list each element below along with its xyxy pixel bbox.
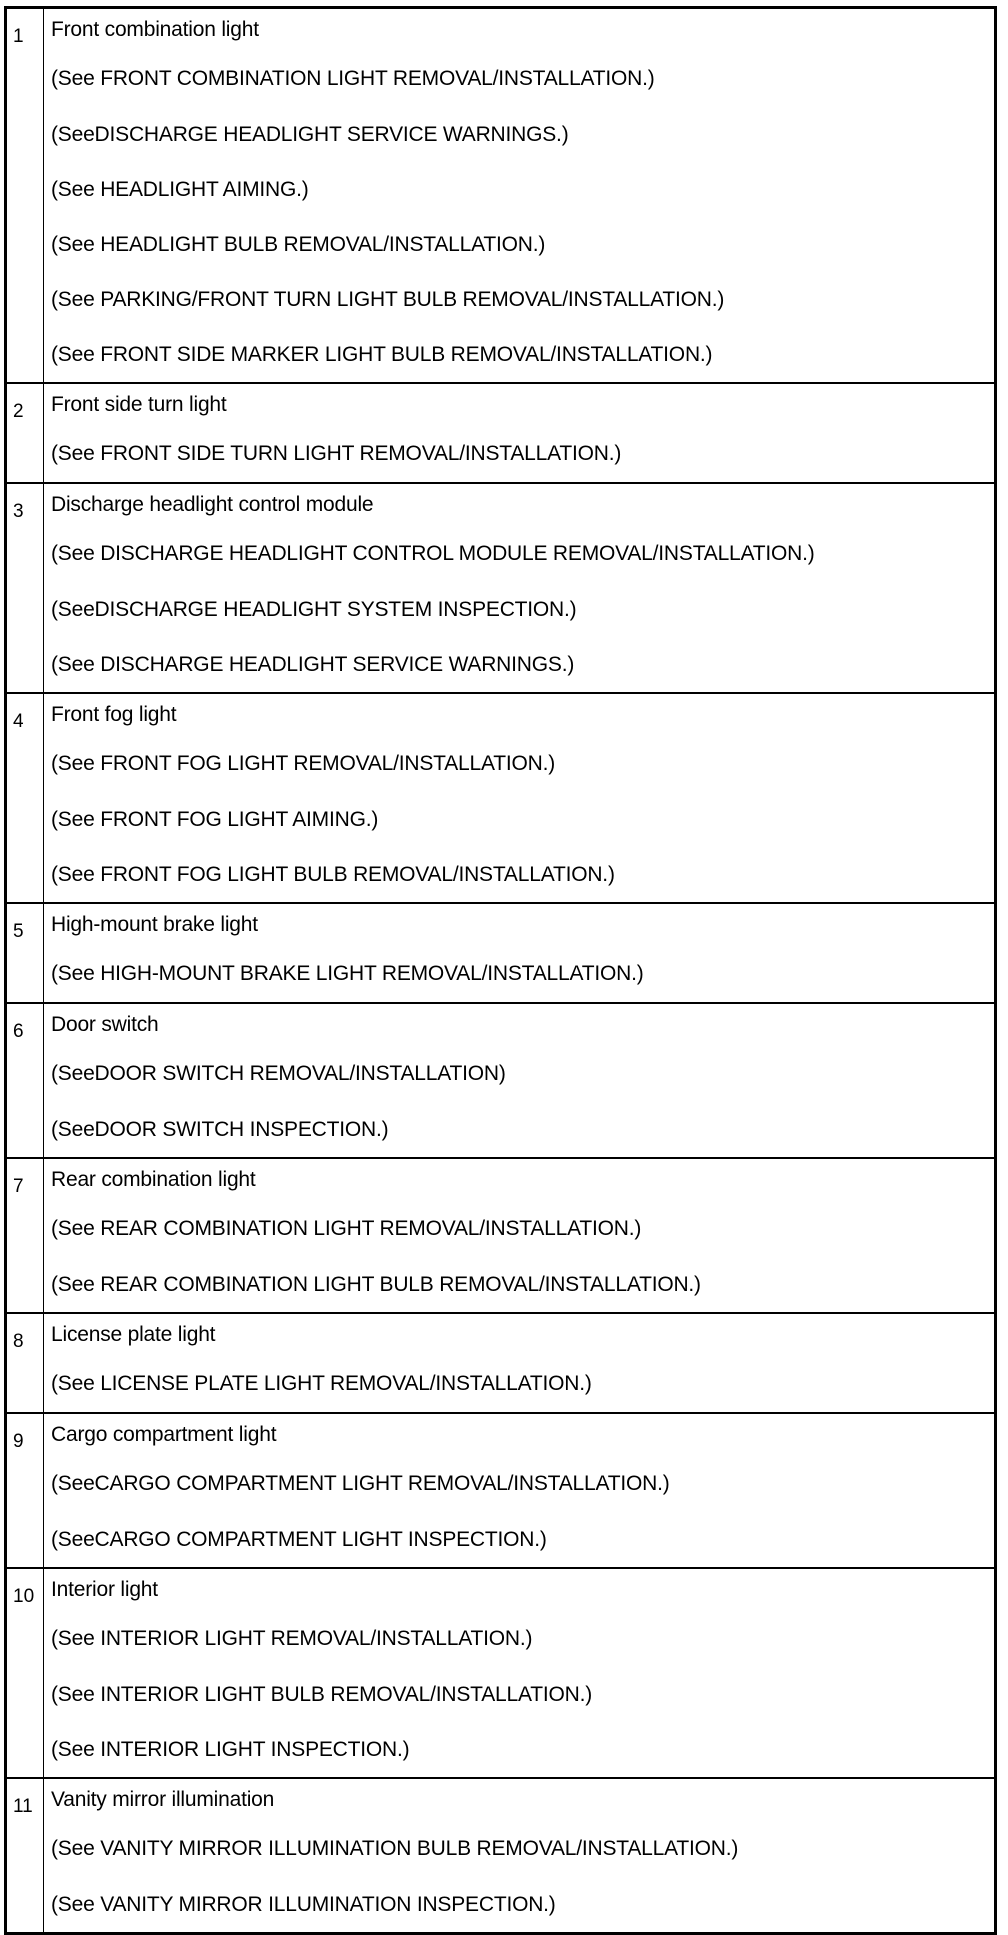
procedure-reference-link[interactable]: (See REAR COMBINATION LIGHT BULB REMOVAL/INSTALLATION.): [51, 1273, 701, 1296]
item-content: [44, 1313, 996, 1413]
item-number: 11: [6, 1778, 44, 1934]
table-row: [6, 1568, 996, 1778]
table-row: [6, 1413, 996, 1568]
procedure-reference-link[interactable]: (SeeDISCHARGE HEADLIGHT SYSTEM INSPECTION.): [51, 598, 577, 621]
item-content: [44, 8, 996, 384]
procedure-reference-link[interactable]: (See FRONT FOG LIGHT AIMING.): [51, 808, 379, 831]
procedure-reference-link[interactable]: (SeeCARGO COMPARTMENT LIGHT REMOVAL/INSTALLATION.): [51, 1472, 670, 1495]
item-content: [44, 1568, 996, 1778]
procedure-reference-link[interactable]: (See HEADLIGHT BULB REMOVAL/INSTALLATION.): [51, 233, 546, 256]
component-name: High-mount brake light: [51, 913, 258, 936]
procedure-reference-link[interactable]: (See VANITY MIRROR ILLUMINATION BULB REMOVAL/INSTALLATION.): [51, 1837, 739, 1860]
component-name: Front side turn light: [51, 393, 227, 416]
procedure-reference-link[interactable]: (See HIGH-MOUNT BRAKE LIGHT REMOVAL/INSTALLATION.): [51, 962, 644, 985]
item-content: [44, 1778, 996, 1934]
component-name: Door switch: [51, 1013, 159, 1036]
component-reference-table: [4, 6, 997, 1935]
item-number: 4: [6, 693, 44, 903]
procedure-reference-link[interactable]: (See INTERIOR LIGHT INSPECTION.): [51, 1738, 410, 1761]
item-content: [44, 903, 996, 1003]
procedure-reference-link[interactable]: (See REAR COMBINATION LIGHT REMOVAL/INSTALLATION.): [51, 1217, 642, 1240]
procedure-reference-link[interactable]: (See FRONT COMBINATION LIGHT REMOVAL/INSTALLATION.): [51, 67, 655, 90]
item-number: 5: [6, 903, 44, 1003]
procedure-reference-link[interactable]: (See FRONT SIDE TURN LIGHT REMOVAL/INSTALLATION.): [51, 442, 622, 465]
component-name: Interior light: [51, 1578, 158, 1601]
procedure-reference-link[interactable]: (See INTERIOR LIGHT BULB REMOVAL/INSTALLATION.): [51, 1683, 592, 1706]
item-number: 6: [6, 1003, 44, 1158]
component-name: Cargo compartment light: [51, 1423, 277, 1446]
table-row: [6, 903, 996, 1003]
table-row: [6, 8, 996, 384]
procedure-reference-link[interactable]: (See DISCHARGE HEADLIGHT CONTROL MODULE REMOVAL/INSTALLATION.): [51, 542, 815, 565]
procedure-reference-link[interactable]: (See INTERIOR LIGHT REMOVAL/INSTALLATION.): [51, 1627, 533, 1650]
item-content: [44, 1413, 996, 1568]
item-number: 10: [6, 1568, 44, 1778]
component-name: Front fog light: [51, 703, 177, 726]
item-number: 3: [6, 483, 44, 693]
procedure-reference-link[interactable]: (SeeDOOR SWITCH INSPECTION.): [51, 1118, 389, 1141]
procedure-reference-link[interactable]: (See FRONT FOG LIGHT REMOVAL/INSTALLATION.): [51, 752, 556, 775]
component-name: Discharge headlight control module: [51, 493, 374, 516]
table-row: [6, 1313, 996, 1413]
component-name: Front combination light: [51, 18, 259, 41]
table-body: [6, 8, 996, 1934]
item-content: [44, 383, 996, 483]
procedure-reference-link[interactable]: (SeeDISCHARGE HEADLIGHT SERVICE WARNINGS.): [51, 123, 569, 146]
item-number: 2: [6, 383, 44, 483]
procedure-reference-link[interactable]: (See PARKING/FRONT TURN LIGHT BULB REMOVAL/INSTALLATION.): [51, 288, 725, 311]
component-name: Rear combination light: [51, 1168, 256, 1191]
item-number: 8: [6, 1313, 44, 1413]
table-row: [6, 1778, 996, 1934]
procedure-reference-link[interactable]: (See FRONT SIDE MARKER LIGHT BULB REMOVAL/INSTALLATION.): [51, 343, 713, 366]
procedure-reference-link[interactable]: (See DISCHARGE HEADLIGHT SERVICE WARNINGS.): [51, 653, 575, 676]
procedure-reference-link[interactable]: (See LICENSE PLATE LIGHT REMOVAL/INSTALLATION.): [51, 1372, 592, 1395]
item-number: 1: [6, 8, 44, 384]
table-row: [6, 383, 996, 483]
procedure-reference-link[interactable]: (See FRONT FOG LIGHT BULB REMOVAL/INSTALLATION.): [51, 863, 615, 886]
procedure-reference-link[interactable]: (See HEADLIGHT AIMING.): [51, 178, 309, 201]
table-row: [6, 483, 996, 693]
procedure-reference-link[interactable]: (See VANITY MIRROR ILLUMINATION INSPECTION.): [51, 1893, 556, 1916]
procedure-reference-link[interactable]: (SeeCARGO COMPARTMENT LIGHT INSPECTION.): [51, 1528, 547, 1551]
item-content: [44, 693, 996, 903]
procedure-reference-link[interactable]: (SeeDOOR SWITCH REMOVAL/INSTALLATION): [51, 1062, 506, 1085]
item-number: 9: [6, 1413, 44, 1568]
table-row: [6, 1003, 996, 1158]
table-row: [6, 693, 996, 903]
item-content: [44, 1003, 996, 1158]
item-number: 7: [6, 1158, 44, 1313]
item-content: [44, 483, 996, 693]
item-content: [44, 1158, 996, 1313]
component-name: Vanity mirror illumination: [51, 1788, 275, 1811]
component-name: License plate light: [51, 1323, 216, 1346]
table-row: [6, 1158, 996, 1313]
